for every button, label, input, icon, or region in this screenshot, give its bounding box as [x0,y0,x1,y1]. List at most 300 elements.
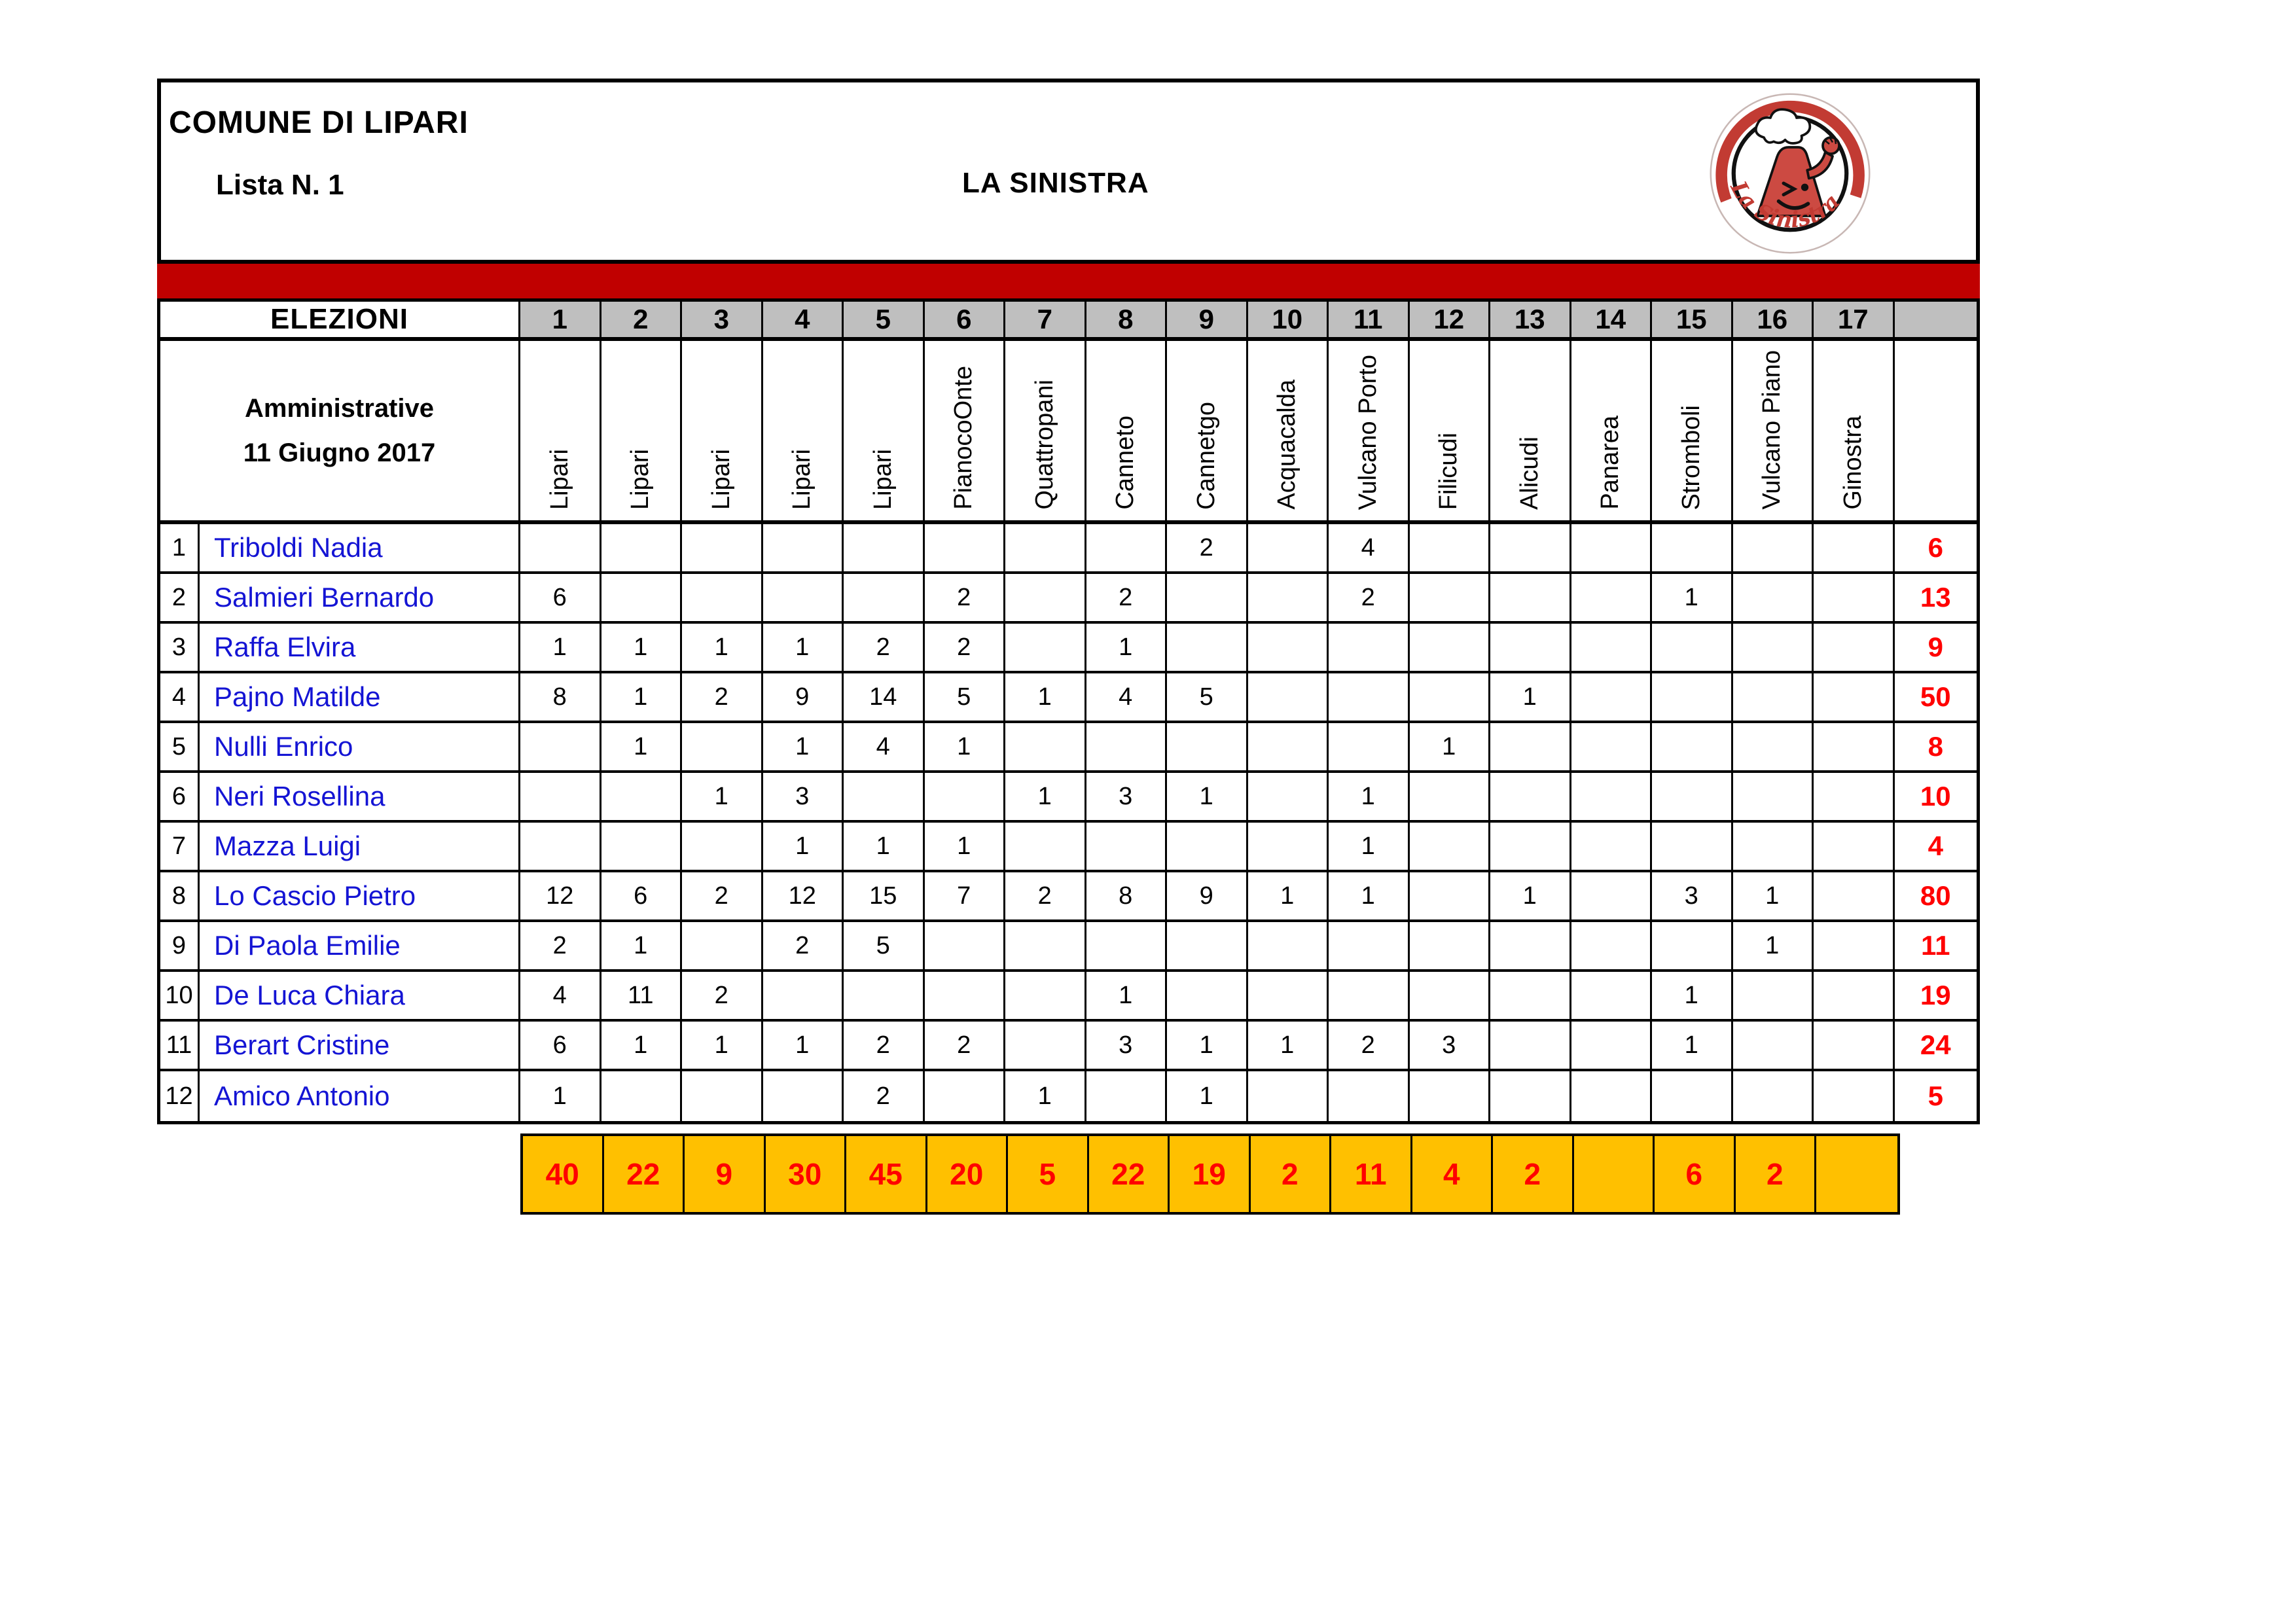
col-total-cell-10: 2 [1251,1136,1332,1212]
vote-cell-r3-c8: 1 [1086,624,1168,673]
district-header-8 [1086,341,1168,524]
vote-cell-r2-c14 [1571,574,1653,624]
vote-cell-r3-c9 [1167,624,1248,673]
vote-cell-r2-c3 [682,574,763,624]
district-label: Stromboli [1677,404,1705,510]
vote-cell-r11-c16 [1733,1022,1814,1071]
vote-cell-r10-c7 [1005,972,1086,1022]
vote-cell-r9-c1: 2 [520,922,601,972]
vote-cell-r1-c7 [1005,524,1086,574]
vote-cell-r2-c4 [763,574,844,624]
district-header-total [1895,341,1977,524]
col-number-header-5: 5 [844,302,925,341]
election-type-line1: Amministrative [245,394,434,423]
vote-cell-r4-c4: 9 [763,673,844,723]
vote-cell-r10-c11 [1329,972,1410,1022]
row-number: 11 [160,1022,200,1071]
vote-cell-r5-c12: 1 [1410,723,1491,773]
vote-cell-r4-c5: 14 [844,673,925,723]
district-header-10 [1248,341,1329,524]
vote-cell-r12-c14 [1571,1071,1653,1121]
vote-cell-r1-c14 [1571,524,1653,574]
vote-cell-r6-c4: 3 [763,773,844,823]
vote-cell-r11-c15: 1 [1652,1022,1733,1071]
vote-cell-r3-c2: 1 [601,624,683,673]
district-label: Lipari [545,449,573,510]
vote-cell-r2-c8: 2 [1086,574,1168,624]
vote-cell-r5-c16 [1733,723,1814,773]
vote-cell-r1-c12 [1410,524,1491,574]
col-total-cell-13: 2 [1493,1136,1574,1212]
col-total-cell-9: 19 [1170,1136,1251,1212]
district-label: Panarea [1596,416,1624,510]
vote-cell-r7-c8 [1086,823,1168,872]
vote-cell-r5-c5: 4 [844,723,925,773]
col-number-header-2: 2 [601,302,683,341]
col-total-cell-17 [1816,1136,1897,1212]
col-number-header-17: 17 [1814,302,1895,341]
col-number-header-3: 3 [682,302,763,341]
col-total-cell-4: 30 [766,1136,847,1212]
vote-cell-r12-c2 [601,1071,683,1121]
col-total-cell-14 [1574,1136,1655,1212]
vote-cell-r12-c5: 2 [844,1071,925,1121]
vote-cell-r9-c5: 5 [844,922,925,972]
row-total: 5 [1895,1071,1977,1121]
vote-cell-r10-c5 [844,972,925,1022]
vote-cell-r9-c9 [1167,922,1248,972]
vote-cell-r11-c14 [1571,1022,1653,1071]
col-number-header-4: 4 [763,302,844,341]
vote-cell-r4-c1: 8 [520,673,601,723]
vote-cell-r5-c7 [1005,723,1086,773]
vote-cell-r3-c4: 1 [763,624,844,673]
vote-cell-r10-c4 [763,972,844,1022]
vote-cell-r11-c8: 3 [1086,1022,1168,1071]
col-number-header-total [1895,302,1977,341]
row-number: 5 [160,723,200,773]
vote-cell-r7-c9 [1167,823,1248,872]
candidate-name: Raffa Elvira [200,624,520,673]
row-number: 9 [160,922,200,972]
vote-cell-r7-c14 [1571,823,1653,872]
candidate-name: Di Paola Emilie [200,922,520,972]
vote-cell-r12-c15 [1652,1071,1733,1121]
vote-cell-r4-c3: 2 [682,673,763,723]
col-number-header-13: 13 [1490,302,1571,341]
candidate-name: Neri Rosellina [200,773,520,823]
vote-cell-r8-c10: 1 [1248,872,1329,922]
vote-cell-r12-c1: 1 [520,1071,601,1121]
row-total: 80 [1895,872,1977,922]
vote-cell-r8-c8: 8 [1086,872,1168,922]
vote-cell-r12-c16 [1733,1071,1814,1121]
row-number: 1 [160,524,200,574]
vote-cell-r8-c13: 1 [1490,872,1571,922]
vote-cell-r12-c13 [1490,1071,1571,1121]
vote-cell-r12-c12 [1410,1071,1491,1121]
vote-cell-r5-c17 [1814,723,1895,773]
vote-cell-r1-c2 [601,524,683,574]
vote-cell-r5-c15 [1652,723,1733,773]
corner-elezioni-label: ELEZIONI [160,302,520,341]
vote-cell-r9-c17 [1814,922,1895,972]
vote-cell-r10-c1: 4 [520,972,601,1022]
district-header-14 [1571,341,1653,524]
col-number-header-11: 11 [1329,302,1410,341]
vote-cell-r10-c6 [925,972,1006,1022]
vote-cell-r1-c8 [1086,524,1168,574]
col-total-cell-1: 40 [523,1136,604,1212]
row-total: 6 [1895,524,1977,574]
vote-cell-r7-c2 [601,823,683,872]
vote-cell-r6-c16 [1733,773,1814,823]
vote-cell-r12-c6 [925,1071,1006,1121]
vote-cell-r12-c9: 1 [1167,1071,1248,1121]
vote-cell-r8-c4: 12 [763,872,844,922]
vote-cell-r4-c13: 1 [1490,673,1571,723]
vote-cell-r2-c2 [601,574,683,624]
col-total-cell-6: 20 [927,1136,1009,1212]
column-totals-row [520,1133,1900,1215]
vote-cell-r7-c11: 1 [1329,823,1410,872]
results-table [157,298,1980,1124]
district-label: Cannetgo [1192,402,1220,510]
vote-cell-r9-c3 [682,922,763,972]
row-total: 10 [1895,773,1977,823]
candidate-name: Amico Antonio [200,1071,520,1121]
vote-cell-r10-c17 [1814,972,1895,1022]
vote-cell-r4-c14 [1571,673,1653,723]
district-header-12 [1410,341,1491,524]
district-header-15 [1652,341,1733,524]
candidate-name: Pajno Matilde [200,673,520,723]
vote-cell-r10-c13 [1490,972,1571,1022]
vote-cell-r11-c9: 1 [1167,1022,1248,1071]
vote-cell-r3-c17 [1814,624,1895,673]
vote-cell-r9-c11 [1329,922,1410,972]
vote-cell-r1-c4 [763,524,844,574]
vote-cell-r8-c12 [1410,872,1491,922]
logo-curved-text: La Sinistra [1725,177,1845,233]
col-total-cell-7: 5 [1008,1136,1089,1212]
vote-cell-r11-c2: 1 [601,1022,683,1071]
col-number-header-16: 16 [1733,302,1814,341]
district-label: Quattropani [1030,380,1058,510]
candidate-name: Mazza Luigi [200,823,520,872]
vote-cell-r5-c2: 1 [601,723,683,773]
vote-cell-r10-c12 [1410,972,1491,1022]
row-number: 12 [160,1071,200,1121]
vote-cell-r1-c6 [925,524,1006,574]
vote-cell-r1-c13 [1490,524,1571,574]
row-number: 2 [160,574,200,624]
candidate-name: Salmieri Bernardo [200,574,520,624]
vote-cell-r4-c12 [1410,673,1491,723]
vote-cell-r5-c11 [1329,723,1410,773]
vote-cell-r6-c15 [1652,773,1733,823]
district-header-11 [1329,341,1410,524]
district-header-4 [763,341,844,524]
vote-cell-r7-c6: 1 [925,823,1006,872]
col-total-cell-12: 4 [1412,1136,1494,1212]
vote-cell-r6-c6 [925,773,1006,823]
row-number: 10 [160,972,200,1022]
vote-cell-r4-c10 [1248,673,1329,723]
vote-cell-r4-c9: 5 [1167,673,1248,723]
district-label: Lipari [707,449,735,510]
vote-cell-r12-c3 [682,1071,763,1121]
district-header-7 [1005,341,1086,524]
vote-cell-r7-c10 [1248,823,1329,872]
vote-cell-r11-c5: 2 [844,1022,925,1071]
vote-cell-r11-c11: 2 [1329,1022,1410,1071]
vote-cell-r8-c3: 2 [682,872,763,922]
district-label: Alicudi [1515,437,1543,510]
dot-eye [1801,184,1808,191]
district-label: Lipari [626,449,655,510]
col-number-header-15: 15 [1652,302,1733,341]
vote-cell-r5-c1 [520,723,601,773]
party-logo-icon [1708,92,1872,255]
vote-cell-r6-c12 [1410,773,1491,823]
vote-cell-r2-c6: 2 [925,574,1006,624]
col-number-header-8: 8 [1086,302,1168,341]
district-label: Filicudi [1435,432,1463,510]
vote-cell-r6-c7: 1 [1005,773,1086,823]
vote-cell-r6-c8: 3 [1086,773,1168,823]
vote-cell-r11-c10: 1 [1248,1022,1329,1071]
vote-cell-r11-c13 [1490,1022,1571,1071]
vote-cell-r1-c1 [520,524,601,574]
row-number: 6 [160,773,200,823]
district-header-16 [1733,341,1814,524]
vote-cell-r11-c4: 1 [763,1022,844,1071]
district-header-9 [1167,341,1248,524]
row-total: 9 [1895,624,1977,673]
vote-cell-r1-c10 [1248,524,1329,574]
vote-cell-r1-c9: 2 [1167,524,1248,574]
district-header-17 [1814,341,1895,524]
vote-cell-r10-c3: 2 [682,972,763,1022]
vote-cell-r2-c12 [1410,574,1491,624]
vote-cell-r2-c15: 1 [1652,574,1733,624]
row-total: 19 [1895,972,1977,1022]
vote-cell-r4-c15 [1652,673,1733,723]
vote-cell-r3-c13 [1490,624,1571,673]
vote-cell-r9-c10 [1248,922,1329,972]
vote-cell-r10-c8: 1 [1086,972,1168,1022]
vote-cell-r5-c4: 1 [763,723,844,773]
vote-cell-r3-c15 [1652,624,1733,673]
district-header-3 [682,341,763,524]
district-label: PianocoOnte [950,366,978,510]
vote-cell-r10-c16 [1733,972,1814,1022]
col-total-cell-3: 9 [685,1136,766,1212]
row-total: 4 [1895,823,1977,872]
vote-cell-r7-c15 [1652,823,1733,872]
district-header-13 [1490,341,1571,524]
col-total-cell-2: 22 [604,1136,685,1212]
vote-cell-r9-c7 [1005,922,1086,972]
vote-cell-r1-c16 [1733,524,1814,574]
vote-cell-r3-c7 [1005,624,1086,673]
vote-cell-r10-c9 [1167,972,1248,1022]
vote-cell-r6-c10 [1248,773,1329,823]
vote-cell-r1-c11: 4 [1329,524,1410,574]
vote-cell-r8-c11: 1 [1329,872,1410,922]
vote-cell-r4-c11 [1329,673,1410,723]
vote-cell-r8-c16: 1 [1733,872,1814,922]
col-number-header-14: 14 [1571,302,1653,341]
vote-cell-r6-c11: 1 [1329,773,1410,823]
col-number-header-10: 10 [1248,302,1329,341]
vote-cell-r6-c5 [844,773,925,823]
candidate-name: De Luca Chiara [200,972,520,1022]
vote-cell-r11-c6: 2 [925,1022,1006,1071]
vote-cell-r3-c5: 2 [844,624,925,673]
vote-cell-r2-c10 [1248,574,1329,624]
district-header-5 [844,341,925,524]
vote-cell-r10-c2: 11 [601,972,683,1022]
vote-cell-r6-c13 [1490,773,1571,823]
vote-cell-r3-c10 [1248,624,1329,673]
vote-cell-r3-c1: 1 [520,624,601,673]
vote-cell-r5-c3 [682,723,763,773]
vote-cell-r3-c14 [1571,624,1653,673]
district-label: Lipari [788,449,816,510]
vote-cell-r1-c17 [1814,524,1895,574]
vote-cell-r11-c7 [1005,1022,1086,1071]
vote-cell-r2-c9 [1167,574,1248,624]
vote-cell-r10-c14 [1571,972,1653,1022]
district-header-6 [925,341,1006,524]
col-total-cell-15: 6 [1655,1136,1736,1212]
row-total: 50 [1895,673,1977,723]
col-total-cell-11: 11 [1331,1136,1412,1212]
candidate-name: Nulli Enrico [200,723,520,773]
vote-cell-r3-c16 [1733,624,1814,673]
vote-cell-r8-c17 [1814,872,1895,922]
vote-cell-r4-c8: 4 [1086,673,1168,723]
vote-cell-r9-c15 [1652,922,1733,972]
vote-cell-r9-c4: 2 [763,922,844,972]
vote-cell-r4-c6: 5 [925,673,1006,723]
vote-cell-r1-c3 [682,524,763,574]
vote-cell-r7-c13 [1490,823,1571,872]
row-number: 8 [160,872,200,922]
vote-cell-r2-c7 [1005,574,1086,624]
vote-cell-r6-c9: 1 [1167,773,1248,823]
candidate-name: Triboldi Nadia [200,524,520,574]
vote-cell-r8-c7: 2 [1005,872,1086,922]
row-total: 8 [1895,723,1977,773]
vote-cell-r5-c10 [1248,723,1329,773]
vote-cell-r7-c3 [682,823,763,872]
vote-cell-r8-c9: 9 [1167,872,1248,922]
col-number-header-9: 9 [1167,302,1248,341]
vote-cell-r8-c2: 6 [601,872,683,922]
vote-cell-r6-c14 [1571,773,1653,823]
row-total: 24 [1895,1022,1977,1071]
vote-cell-r6-c1 [520,773,601,823]
election-type-cell [160,341,520,524]
vote-cell-r9-c14 [1571,922,1653,972]
election-type-line2: 11 Giugno 2017 [243,438,436,467]
volcano-fist [1823,137,1839,154]
vote-cell-r7-c4: 1 [763,823,844,872]
vote-cell-r5-c8 [1086,723,1168,773]
vote-cell-r7-c1 [520,823,601,872]
page-title: COMUNE DI LIPARI [169,105,469,140]
vote-cell-r4-c2: 1 [601,673,683,723]
vote-cell-r6-c3: 1 [682,773,763,823]
vote-cell-r3-c6: 2 [925,624,1006,673]
col-total-cell-16: 2 [1736,1136,1817,1212]
vote-cell-r11-c17 [1814,1022,1895,1071]
vote-cell-r5-c9 [1167,723,1248,773]
vote-cell-r7-c7 [1005,823,1086,872]
vote-cell-r6-c17 [1814,773,1895,823]
candidate-name: Lo Cascio Pietro [200,872,520,922]
vote-cell-r7-c5: 1 [844,823,925,872]
district-header-2 [601,341,683,524]
vote-cell-r9-c6 [925,922,1006,972]
district-label: Canneto [1111,416,1139,510]
vote-cell-r10-c15: 1 [1652,972,1733,1022]
vote-cell-r12-c8 [1086,1071,1168,1121]
vote-cell-r9-c12 [1410,922,1491,972]
district-label: Lipari [869,449,897,510]
vote-cell-r5-c13 [1490,723,1571,773]
district-label: Ginostra [1839,416,1867,510]
vote-cell-r2-c1: 6 [520,574,601,624]
district-label: Vulcano Piano [1758,350,1786,510]
col-number-header-12: 12 [1410,302,1491,341]
vote-cell-r8-c14 [1571,872,1653,922]
vote-cell-r2-c13 [1490,574,1571,624]
vote-cell-r2-c16 [1733,574,1814,624]
district-label: Acquacalda [1273,380,1301,510]
red-band [157,264,1980,298]
vote-cell-r2-c17 [1814,574,1895,624]
vote-cell-r7-c17 [1814,823,1895,872]
col-total-cell-8: 22 [1089,1136,1170,1212]
vote-cell-r11-c1: 6 [520,1022,601,1071]
row-number: 4 [160,673,200,723]
row-total: 11 [1895,922,1977,972]
vote-cell-r4-c16 [1733,673,1814,723]
col-number-header-6: 6 [925,302,1006,341]
vote-cell-r8-c5: 15 [844,872,925,922]
district-label: Vulcano Porto [1354,354,1382,510]
row-total: 13 [1895,574,1977,624]
vote-cell-r12-c17 [1814,1071,1895,1121]
vote-cell-r3-c12 [1410,624,1491,673]
vote-cell-r9-c16: 1 [1733,922,1814,972]
vote-cell-r3-c11 [1329,624,1410,673]
vote-cell-r8-c15: 3 [1652,872,1733,922]
vote-cell-r4-c7: 1 [1005,673,1086,723]
vote-cell-r9-c13 [1490,922,1571,972]
col-total-cell-5: 45 [846,1136,927,1212]
candidate-name: Berart Cristine [200,1022,520,1071]
vote-cell-r7-c12 [1410,823,1491,872]
vote-cell-r5-c6: 1 [925,723,1006,773]
list-number-label: Lista N. 1 [216,169,344,201]
vote-cell-r12-c7: 1 [1005,1071,1086,1121]
row-number: 3 [160,624,200,673]
